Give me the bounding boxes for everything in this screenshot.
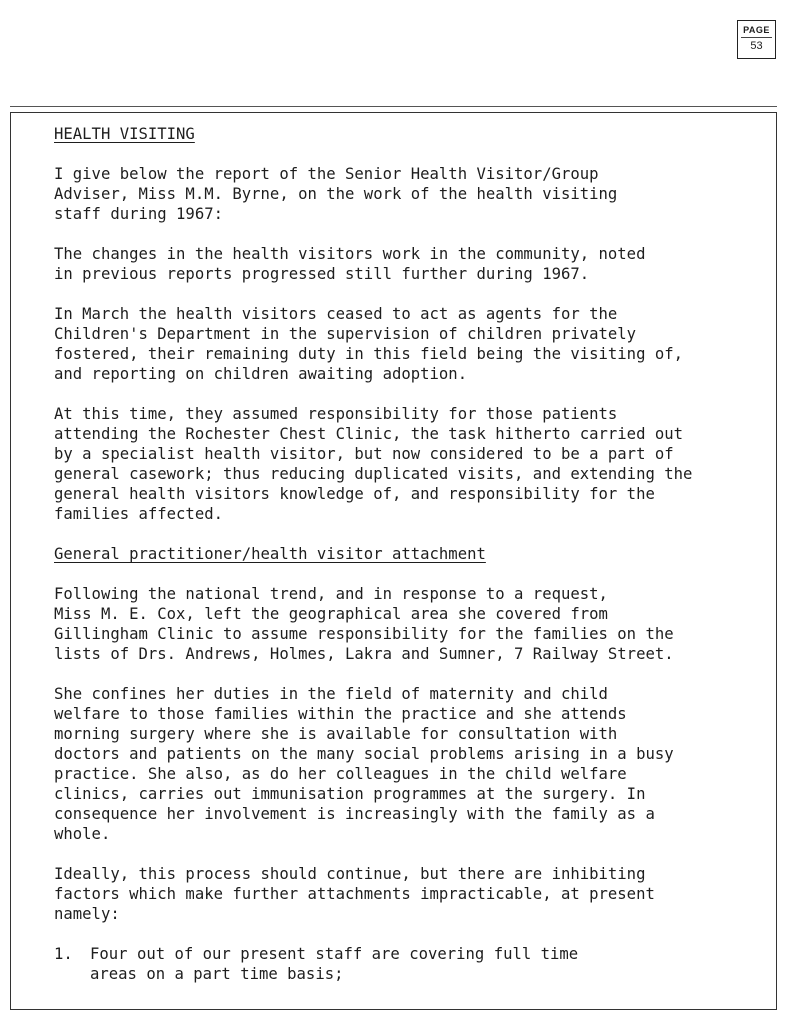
- list-item: [54, 944, 766, 984]
- subsection-heading: General practitioner/health visitor attachment: [54, 545, 486, 563]
- list-item-text: Four out of our present staff are covering full time areas on a part time basis;: [90, 945, 579, 983]
- list-item-number: 1.: [54, 945, 73, 963]
- page-box-divider: [741, 37, 772, 38]
- paragraph-intro-2: The changes in the health visitors work in the community, noted in previous reports progressed still further during 1967.: [54, 245, 646, 283]
- section-heading: HEALTH VISITING: [54, 125, 195, 143]
- paragraph-attachment-2: She confines her duties in the field of maternity and child welfare to those families within the practice and she attends morning surgery where she is available for consultation with doctors and patients on the many social problems arising in a busy practice. She also, as do her colleagues in the child welfare clinics, carries out immunisation programmes at the surgery. In consequence her involvement is increasingly with the family as a whole.: [54, 685, 674, 843]
- page-number-box: [737, 20, 776, 59]
- paragraph-intro-3: In March the health visitors ceased to act as agents for the Children's Department in the supervision of children privately fostered, their remaining duty in this field being the visiting of, and reporting on children awaiting adoption.: [54, 305, 684, 383]
- paragraph-attachment-3: Ideally, this process should continue, but there are inhibiting factors which make further attachments impracticable, at present namely:: [54, 865, 655, 923]
- paragraph-attachment-1: Following the national trend, and in response to a request, Miss M. E. Cox, left the geographical area she covered from Gillingham Clinic to assume responsibility for the families on the lists of Drs. Andrews, Holmes, Lakra and Sumner, 7 Railway Street.: [54, 585, 674, 663]
- frame-top-rule: [10, 106, 777, 107]
- paragraph-intro-4: At this time, they assumed responsibility for those patients attending the Rochester Chest Clinic, the task hitherto carried out by a specialist health visitor, but now considered to be a part of general casework; thus reducing duplicated visits, and extending the general health visitors knowledge of, and responsibility for the families affected.: [54, 405, 693, 523]
- document-body: [54, 121, 766, 984]
- page-label: PAGE: [743, 25, 770, 35]
- paragraph-intro-1: I give below the report of the Senior Health Visitor/Group Adviser, Miss M.M. Byrne, on the work of the health visiting staff during 1967:: [54, 165, 618, 223]
- page-number: 53: [750, 40, 763, 52]
